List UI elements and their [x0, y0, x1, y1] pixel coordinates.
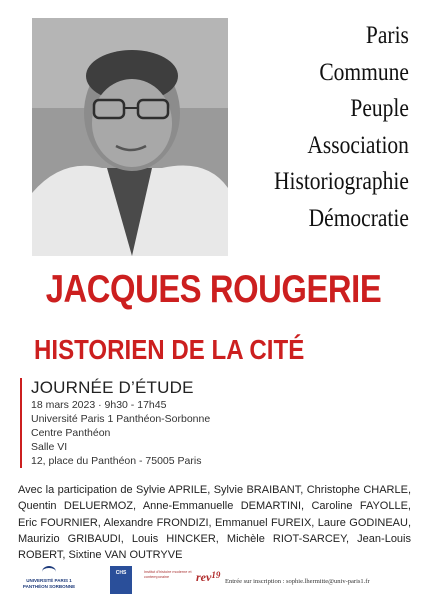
event-university: Université Paris 1 Panthéon-Sorbonne — [31, 413, 211, 425]
themes-list — [252, 18, 409, 237]
theme-item: Paris — [366, 22, 409, 49]
chs-logo-text: CHS — [115, 570, 127, 576]
portrait-illustration — [32, 18, 228, 256]
pantheon-sorbonne-logo — [20, 566, 78, 594]
chs-logo — [110, 566, 132, 594]
pantheon-dome-icon — [42, 566, 56, 578]
theme-item: Historiographie — [274, 168, 409, 195]
headline-name: JACQUES ROUGERIE — [45, 268, 382, 311]
headline-subtitle: HISTORIEN DE LA CITÉ — [34, 334, 305, 365]
theme-item: Association — [307, 131, 409, 159]
event-kind: JOURNÉE D’ÉTUDE — [31, 378, 194, 397]
event-datetime: 18 mars 2023 · 9h30 - 17h45 — [31, 399, 167, 411]
ihmc-logo: Institut d'histoire moderne et contemporaine — [144, 570, 192, 579]
theme-item: Commune — [319, 58, 409, 86]
rev-logo-text: rev — [196, 570, 212, 584]
footer-logos — [18, 566, 413, 594]
pantheon-logo-top-text: UNIVERSITÉ PARIS 1 — [26, 578, 72, 583]
event-address: 12, place du Panthéon - 75005 Paris — [31, 455, 202, 467]
event-room: Salle VI — [31, 441, 68, 453]
event-venue: Centre Panthéon — [31, 427, 111, 439]
inscription-note[interactable]: Entrée sur inscription : sophie.lhermitte@univ-paris1.fr — [225, 578, 370, 585]
participants-paragraph: Avec la participation de Sylvie APRILE, Sylvie BRAIBANT, Christophe CHARLE, Quentin DELUERMOZ, Anne-Emmanuelle DEMARTINI, Caroline FAYOLLE, Eric FOURNIER, Alexandre FRONDIZI, Emmanuel FUREIX, Laure GODINEAU, Maurizio GRIBAUDI, Louis HINCKER, Michèle RIOT-SARCEY, Jean-Louis ROBERT, Sixtine VAN OUTRYVE — [18, 484, 411, 562]
rev19-logo — [196, 570, 220, 585]
event-details — [20, 378, 210, 468]
rev-logo-number: 19 — [211, 570, 221, 580]
theme-item: Peuple — [350, 95, 409, 122]
portrait-photo — [32, 18, 228, 256]
pantheon-logo-text: PANTHÉON SORBONNE — [22, 584, 76, 589]
theme-item: Démocratie — [308, 204, 409, 232]
